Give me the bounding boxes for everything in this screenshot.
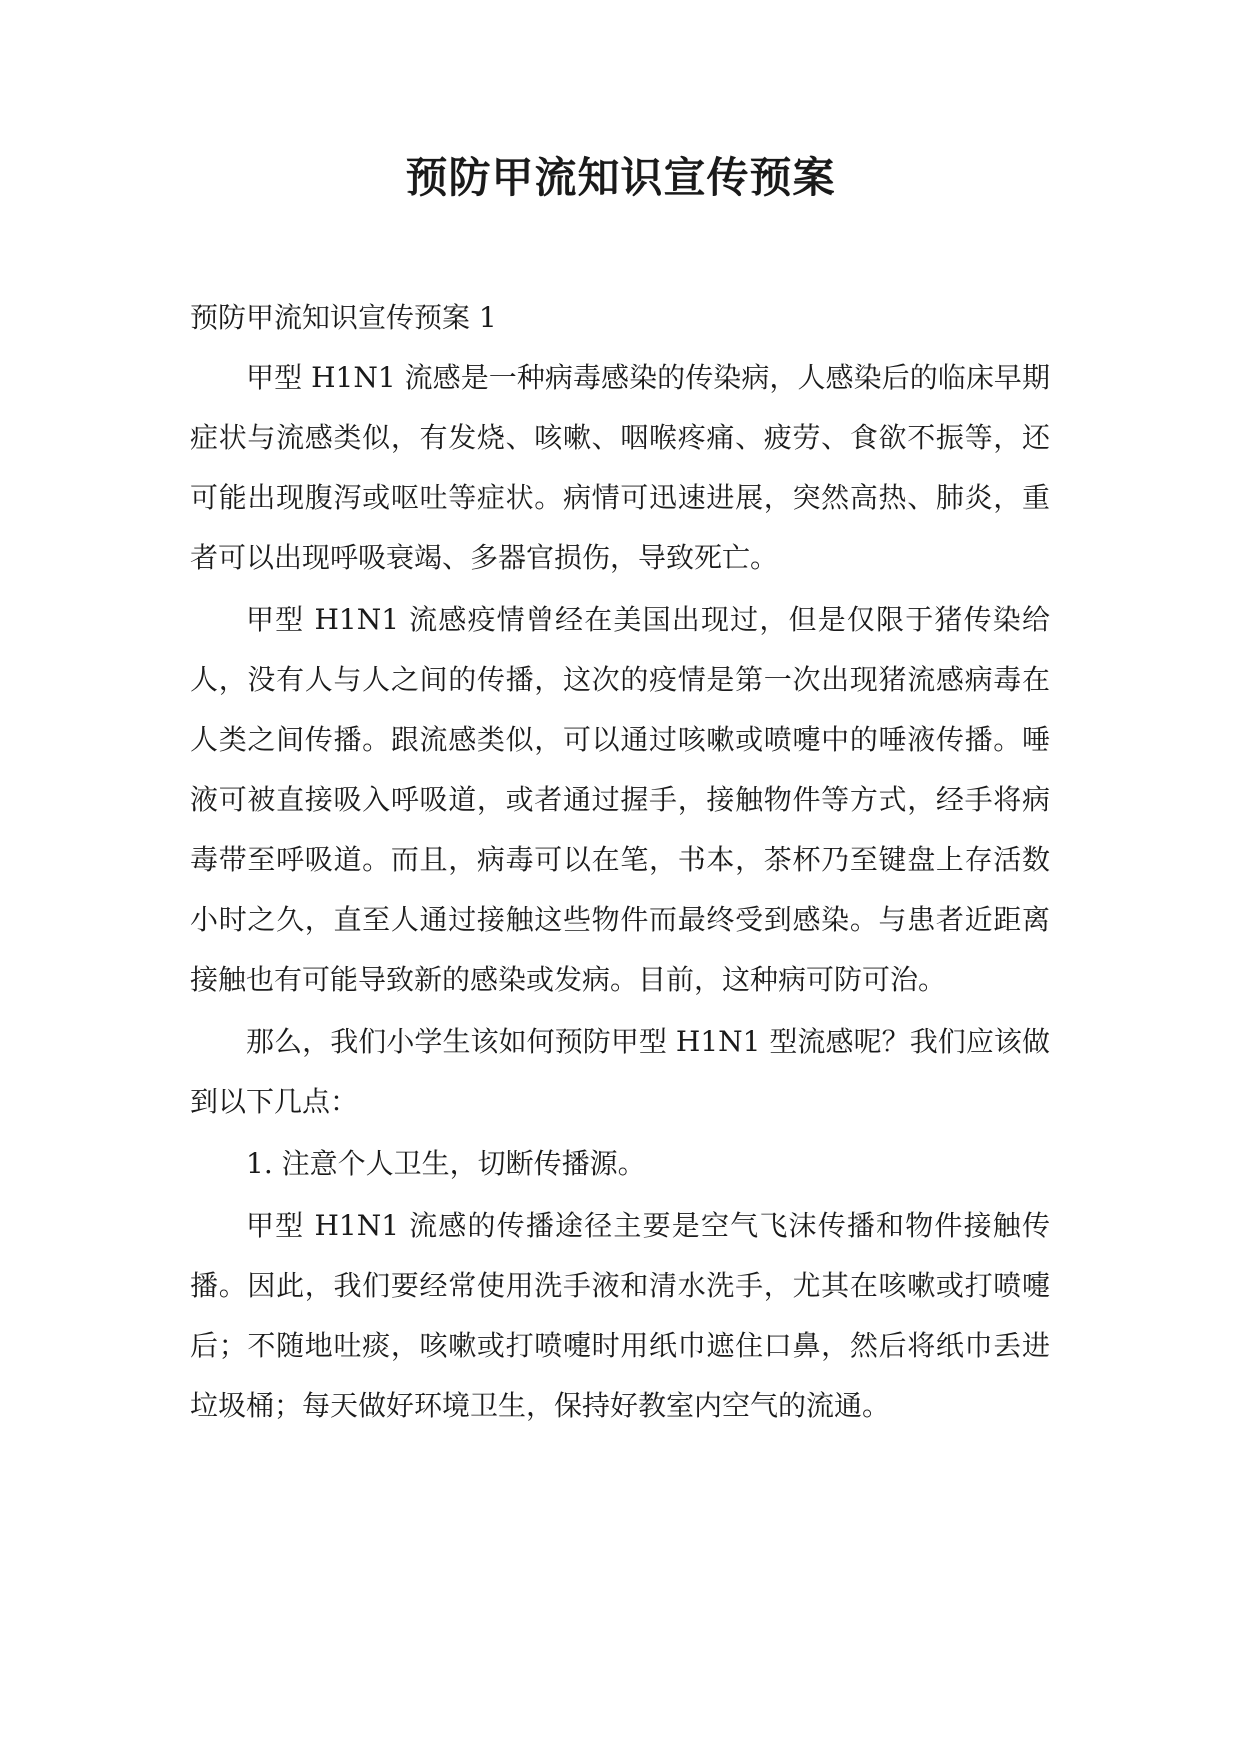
section-heading: 预防甲流知识宣传预案 1 [190,301,497,334]
paragraph-hygiene-details: 甲型 H1N1 流感的传播途径主要是空气飞沫传播和物件接触传播。因此，我们要经常使用洗手液和清水洗手，尤其在咳嗽或打喷嚏后；不随地吐痰，咳嗽或打喷嚏时用纸巾遮住口鼻，然后将纸巾丢进垃圾桶；每天做好环境卫生，保持好教室内空气的流通。 [190,1209,1050,1422]
paragraph-prevention-intro: 那么，我们小学生该如何预防甲型 H1N1 型流感呢？我们应该做到以下几点： [190,1025,1050,1118]
document-body [190,290,1050,1436]
document-title: 预防甲流知识宣传预案 [405,153,836,202]
paragraph-symptoms: 甲型 H1N1 流感是一种病毒感染的传染病，人感染后的临床早期症状与流感类似，有发烧、咳嗽、咽喉疼痛、疲劳、食欲不振等，还可能出现腹泻或呕吐等症状。病情可迅速进展，突然高热、肺炎，重者可以出现呼吸衰竭、多器官损伤，导致死亡。 [190,361,1050,574]
list-item-hygiene: 1. 注意个人卫生，切断传播源。 [246,1147,646,1180]
paragraph-transmission: 甲型 H1N1 流感疫情曾经在美国出现过，但是仅限于猪传染给人，没有人与人之间的传播，这次的疫情是第一次出现猪流感病毒在人类之间传播。跟流感类似，可以通过咳嗽或喷嚏中的唾液传播。唾液可被直接吸入呼吸道，或者通过握手，接触物件等方式，经手将病毒带至呼吸道。而且，病毒可以在笔，书本，茶杯乃至键盘上存活数小时之久，直至人通过接触这些物件而最终受到感染。与患者近距离接触也有可能导致新的感染或发病。目前，这种病可防可治。 [190,603,1050,996]
